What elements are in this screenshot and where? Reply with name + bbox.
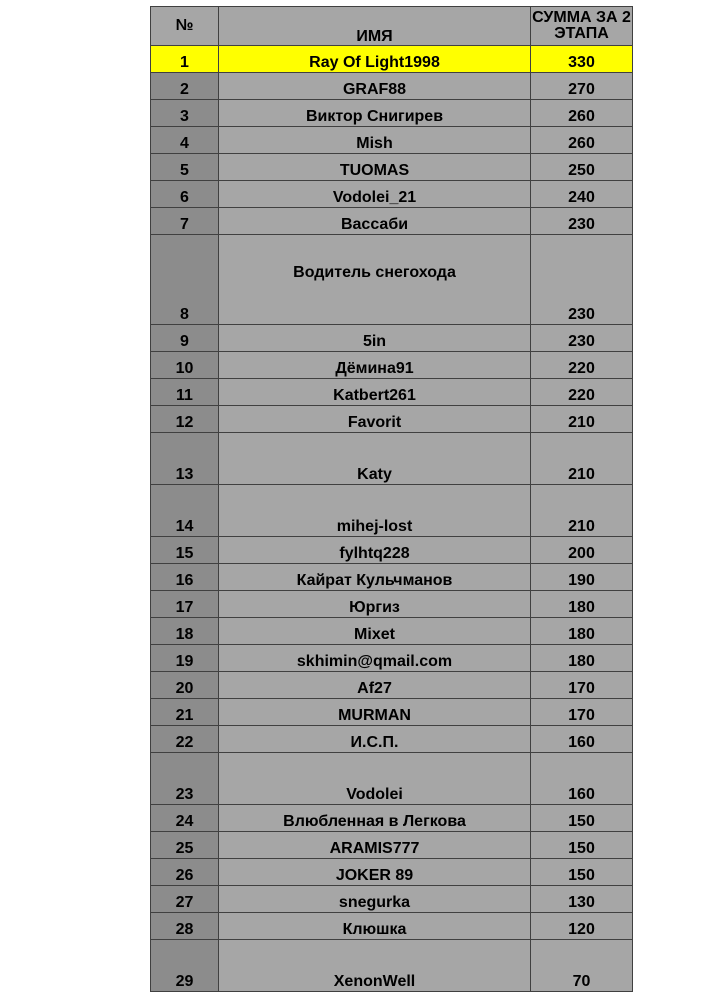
table-row — [151, 859, 633, 886]
row-number: 18 — [151, 618, 219, 645]
row-name: Mish — [219, 127, 531, 154]
row-name: Водитель снегохода — [219, 235, 531, 325]
row-number: 4 — [151, 127, 219, 154]
row-name: Af27 — [219, 672, 531, 699]
table-row — [151, 73, 633, 100]
table-row — [151, 208, 633, 235]
row-number: 23 — [151, 753, 219, 805]
row-number: 14 — [151, 485, 219, 537]
table-row — [151, 672, 633, 699]
row-sum: 230 — [531, 208, 633, 235]
row-number: 15 — [151, 537, 219, 564]
row-name: Влюбленная в Легкова — [219, 805, 531, 832]
row-sum: 180 — [531, 591, 633, 618]
row-sum: 240 — [531, 181, 633, 208]
row-number: 27 — [151, 886, 219, 913]
table-row — [151, 485, 633, 537]
table-row — [151, 591, 633, 618]
table-row — [151, 379, 633, 406]
header-sum: СУММА ЗА 2 ЭТАПА — [531, 7, 633, 46]
row-number: 7 — [151, 208, 219, 235]
row-number: 25 — [151, 832, 219, 859]
row-sum: 170 — [531, 699, 633, 726]
row-name: skhimin@qmail.com — [219, 645, 531, 672]
row-name: Кайрат Кульчманов — [219, 564, 531, 591]
row-sum: 180 — [531, 645, 633, 672]
row-name: ARAMIS777 — [219, 832, 531, 859]
row-number: 21 — [151, 699, 219, 726]
row-number: 17 — [151, 591, 219, 618]
table-row — [151, 352, 633, 379]
row-number: 24 — [151, 805, 219, 832]
row-sum: 150 — [531, 859, 633, 886]
table-row — [151, 645, 633, 672]
row-name: Ray Of Light1998 — [219, 46, 531, 73]
results-body — [151, 46, 633, 992]
row-number: 2 — [151, 73, 219, 100]
row-name: И.С.П. — [219, 726, 531, 753]
row-name: snegurka — [219, 886, 531, 913]
table-row — [151, 564, 633, 591]
results-table — [150, 6, 633, 992]
table-row — [151, 832, 633, 859]
row-number: 29 — [151, 940, 219, 992]
row-number: 12 — [151, 406, 219, 433]
row-number: 9 — [151, 325, 219, 352]
row-number: 22 — [151, 726, 219, 753]
row-name: Клюшка — [219, 913, 531, 940]
table-row — [151, 406, 633, 433]
row-name: GRAF88 — [219, 73, 531, 100]
table-row — [151, 699, 633, 726]
row-number: 6 — [151, 181, 219, 208]
row-number: 26 — [151, 859, 219, 886]
row-sum: 230 — [531, 325, 633, 352]
row-sum: 120 — [531, 913, 633, 940]
row-name: JOKER 89 — [219, 859, 531, 886]
row-number: 1 — [151, 46, 219, 73]
table-row — [151, 537, 633, 564]
row-name: fylhtq228 — [219, 537, 531, 564]
row-sum: 170 — [531, 672, 633, 699]
row-sum: 70 — [531, 940, 633, 992]
row-name: Katy — [219, 433, 531, 485]
row-sum: 160 — [531, 726, 633, 753]
table-row — [151, 886, 633, 913]
row-number: 10 — [151, 352, 219, 379]
row-sum: 250 — [531, 154, 633, 181]
row-number: 13 — [151, 433, 219, 485]
table-row — [151, 753, 633, 805]
header-num: № — [151, 7, 219, 46]
table-row — [151, 235, 633, 325]
row-sum: 270 — [531, 73, 633, 100]
row-name: Favorit — [219, 406, 531, 433]
row-name: Vodolei — [219, 753, 531, 805]
row-sum: 160 — [531, 753, 633, 805]
row-number: 5 — [151, 154, 219, 181]
header-name: ИМЯ — [219, 7, 531, 46]
row-number: 3 — [151, 100, 219, 127]
row-number: 8 — [151, 235, 219, 325]
row-sum: 210 — [531, 433, 633, 485]
table-row — [151, 181, 633, 208]
row-name: Mixet — [219, 618, 531, 645]
table-row — [151, 433, 633, 485]
row-sum: 260 — [531, 127, 633, 154]
row-sum: 180 — [531, 618, 633, 645]
table-row — [151, 127, 633, 154]
row-number: 19 — [151, 645, 219, 672]
row-name: XenonWell — [219, 940, 531, 992]
row-sum: 260 — [531, 100, 633, 127]
table-row — [151, 46, 633, 73]
row-name: TUOMAS — [219, 154, 531, 181]
row-name: Дёмина91 — [219, 352, 531, 379]
row-name: MURMAN — [219, 699, 531, 726]
row-number: 11 — [151, 379, 219, 406]
row-sum: 130 — [531, 886, 633, 913]
row-sum: 210 — [531, 485, 633, 537]
row-sum: 230 — [531, 235, 633, 325]
table-row — [151, 618, 633, 645]
row-sum: 220 — [531, 379, 633, 406]
row-sum: 220 — [531, 352, 633, 379]
row-name: Юргиз — [219, 591, 531, 618]
table-row — [151, 940, 633, 992]
table-row — [151, 100, 633, 127]
table-row — [151, 805, 633, 832]
row-number: 28 — [151, 913, 219, 940]
row-name: 5in — [219, 325, 531, 352]
row-name: Vodolei_21 — [219, 181, 531, 208]
row-name: Виктор Снигирев — [219, 100, 531, 127]
row-name: mihej-lost — [219, 485, 531, 537]
row-name: Вассаби — [219, 208, 531, 235]
header-row — [151, 7, 633, 46]
row-number: 16 — [151, 564, 219, 591]
table-row — [151, 913, 633, 940]
row-sum: 200 — [531, 537, 633, 564]
row-sum: 150 — [531, 832, 633, 859]
row-sum: 210 — [531, 406, 633, 433]
row-name: Katbert261 — [219, 379, 531, 406]
row-sum: 190 — [531, 564, 633, 591]
row-number: 20 — [151, 672, 219, 699]
row-sum: 150 — [531, 805, 633, 832]
table-row — [151, 726, 633, 753]
row-sum: 330 — [531, 46, 633, 73]
table-row — [151, 154, 633, 181]
table-row — [151, 325, 633, 352]
